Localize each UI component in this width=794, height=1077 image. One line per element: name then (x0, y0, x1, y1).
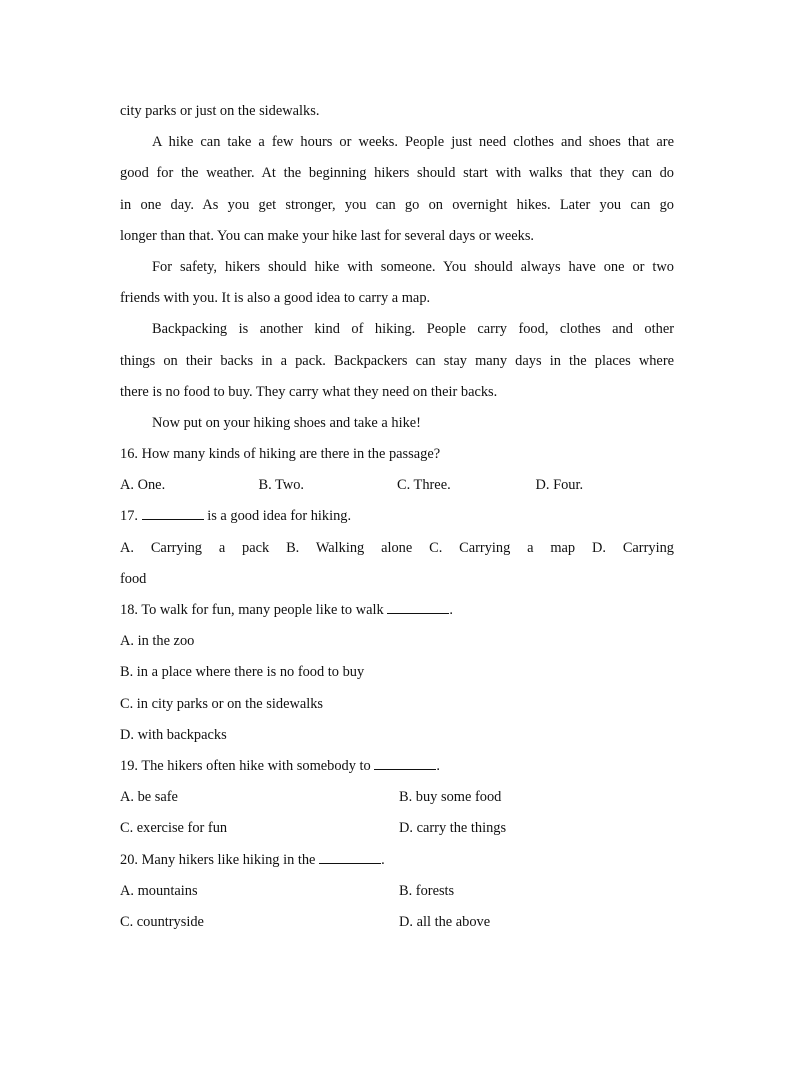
option-d[interactable]: D. with backpacks (120, 726, 227, 743)
option-d[interactable]: D. Four. (535, 477, 584, 494)
option-c[interactable]: C. in city parks or on the sidewalks (120, 695, 324, 712)
option-a[interactable]: A. Carrying a pack (120, 539, 270, 556)
options-row (120, 907, 674, 938)
options-row (120, 876, 674, 907)
question-18 (120, 595, 674, 751)
answer-blank[interactable] (374, 757, 436, 770)
options-row (120, 813, 674, 844)
question-stem (120, 501, 674, 532)
question-number: 17. (120, 508, 138, 525)
question-16 (120, 439, 674, 501)
question-stem (120, 845, 674, 876)
question-stem (120, 751, 674, 782)
option-a[interactable]: A. One. (120, 477, 166, 494)
question-end: . (449, 602, 453, 618)
option-b[interactable]: B. Walking alone (286, 539, 413, 556)
question-text: 20. Many hikers like hiking in the (120, 851, 316, 868)
passage-line: city parks or just on the sidewalks. (120, 103, 320, 119)
passage-line: longer than that. You can make your hike last for several days or weeks. (120, 227, 535, 244)
question-stem: 16. How many kinds of hiking are there in the passage? (120, 446, 441, 463)
option-d-text[interactable]: Carrying (622, 539, 674, 556)
question-text: 19. The hikers often hike with somebody to (120, 757, 371, 774)
question-text: 18. To walk for fun, many people like to walk (120, 602, 384, 618)
answer-blank[interactable] (142, 507, 204, 520)
option-c[interactable]: C. countryside (120, 913, 204, 930)
answer-blank[interactable] (319, 851, 381, 864)
option-b[interactable]: B. Two. (258, 477, 305, 494)
passage-line: Backpacking is another kind of hiking. People carry food, clothes and other (152, 321, 674, 338)
option-d-continuation[interactable]: food (120, 570, 147, 587)
option-a[interactable]: A. be safe (120, 789, 178, 806)
option-b[interactable]: B. in a place where there is no food to buy (120, 664, 365, 681)
passage-line: there is no food to buy. They carry what they need on their backs. (120, 383, 498, 400)
passage-line: in one day. As you get stronger, you can go on overnight hikes. Later you can go (120, 196, 674, 213)
option-d[interactable]: D. (591, 539, 606, 556)
question-stem (120, 595, 674, 626)
passage-line: things on their backs in a pack. Backpackers can stay many days in the places where (120, 352, 674, 369)
passage-line: good for the weather. At the beginning hikers should start with walks that they can do (120, 165, 674, 182)
question-end: . (436, 757, 440, 774)
option-c[interactable]: C. exercise for fun (120, 820, 228, 837)
question-20 (120, 845, 674, 939)
option-a[interactable]: A. mountains (120, 882, 198, 899)
question-text: is a good idea for hiking. (207, 508, 352, 525)
option-d[interactable]: D. all the above (399, 913, 491, 930)
passage-line: Now put on your hiking shoes and take a hike! (152, 414, 421, 431)
passage-line: A hike can take a few hours or weeks. People just need clothes and shoes that are (152, 134, 674, 151)
option-b[interactable]: B. buy some food (399, 789, 502, 806)
passage-line: For safety, hikers should hike with someone. You should always have one or two (152, 258, 674, 275)
passage-line: friends with you. It is also a good idea to carry a map. (120, 290, 431, 307)
question-end: . (381, 851, 385, 868)
reading-passage (120, 96, 674, 439)
option-d[interactable]: D. carry the things (399, 820, 507, 837)
options-row (120, 470, 674, 501)
question-17 (120, 501, 674, 595)
option-c[interactable]: C. Carrying a map (429, 539, 576, 556)
question-19 (120, 751, 674, 845)
answer-blank[interactable] (387, 601, 449, 614)
option-b[interactable]: B. forests (399, 882, 455, 899)
options-row (120, 533, 674, 564)
options-row (120, 782, 674, 813)
document-page (120, 96, 674, 938)
option-a[interactable]: A. in the zoo (120, 633, 195, 650)
option-c[interactable]: C. Three. (397, 477, 451, 494)
